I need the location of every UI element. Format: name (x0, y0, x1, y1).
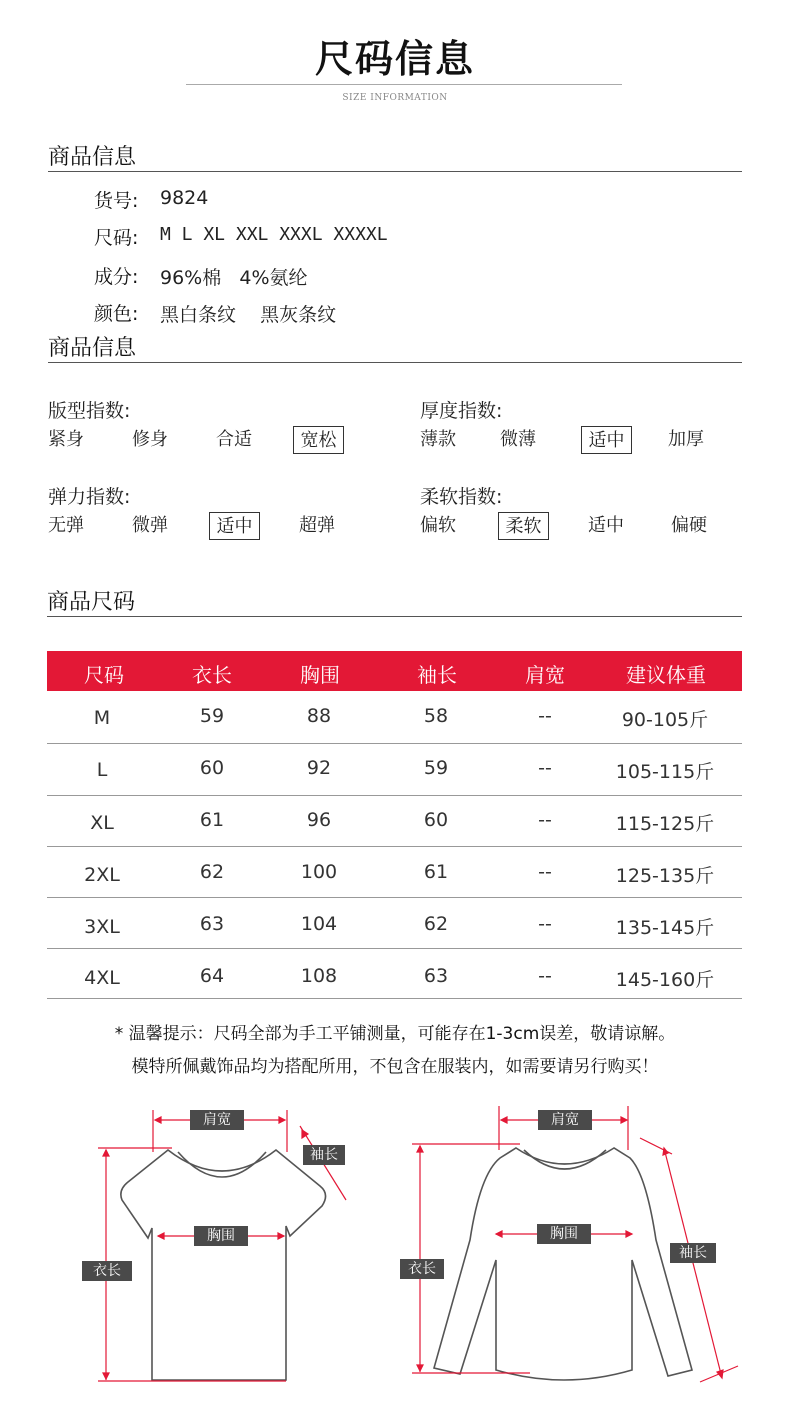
table-cell: 108 (300, 965, 338, 987)
row-divider (47, 998, 742, 999)
table-cell: 90-105斤 (621, 709, 709, 731)
accessories-note: 模特所佩戴饰品均为搭配所用，不包含在服装内，如需要请另行购买！ (131, 1057, 659, 1077)
fit-option-selected: 宽松 (293, 426, 344, 454)
stretch-option-selected: 适中 (209, 512, 260, 540)
softness-option: 偏硬 (671, 515, 707, 536)
stretch-option: 超弹 (299, 515, 335, 536)
table-cell: 60 (199, 757, 225, 779)
long-sleeve-tee-outline (434, 1148, 692, 1380)
color-label: 颜色: (94, 303, 139, 325)
table-cell: 105-115斤 (615, 761, 715, 783)
table-cell: 60 (423, 809, 449, 831)
table-cell: 96 (306, 809, 332, 831)
table-cell-size: 3XL (84, 916, 120, 938)
table-cell-size: L (96, 759, 108, 781)
page-title: 尺码信息 (314, 37, 475, 81)
table-cell: -- (538, 861, 552, 883)
product-info-heading: 商品信息 (48, 145, 137, 170)
row-divider (47, 743, 742, 744)
table-cell: 92 (306, 757, 332, 779)
fit-option: 合适 (216, 429, 252, 450)
table-cell: 63 (423, 965, 449, 987)
long-length-label: 衣长 (400, 1259, 444, 1279)
table-cell: -- (538, 757, 552, 779)
thickness-option: 薄款 (420, 429, 456, 450)
column-header: 袖长 (417, 663, 457, 687)
fit-option: 修身 (132, 429, 168, 450)
softness-option-selected: 柔软 (498, 512, 549, 540)
long-chest-label: 胸围 (537, 1224, 591, 1244)
table-cell: 61 (199, 809, 225, 831)
section-divider (47, 616, 742, 617)
table-cell: 64 (199, 965, 225, 987)
row-divider (47, 897, 742, 898)
row-divider (47, 846, 742, 847)
stretch-option: 微弹 (132, 515, 168, 536)
long-shoulder-label: 肩宽 (538, 1110, 592, 1130)
table-cell: 59 (423, 757, 449, 779)
size-table-heading: 商品尺码 (47, 590, 136, 615)
column-header: 胸围 (300, 663, 340, 687)
table-cell: 61 (423, 861, 449, 883)
table-cell: 59 (199, 705, 225, 727)
column-header: 建议体重 (626, 663, 706, 687)
sizes-label: 尺码: (94, 227, 139, 249)
table-cell: 135-145斤 (615, 917, 715, 939)
thickness-option: 微薄 (500, 429, 536, 450)
short-sleeve-label: 袖长 (303, 1145, 345, 1165)
table-cell-size: 4XL (84, 967, 120, 989)
table-cell: 63 (199, 913, 225, 935)
material-label: 成分: (94, 266, 139, 288)
table-cell: -- (538, 705, 552, 727)
indices-heading: 商品信息 (48, 336, 137, 361)
long-sleeve-label: 袖长 (670, 1243, 716, 1263)
size-disclaimer-note: * 温馨提示：尺码全部为手工平铺测量，可能存在1-3cm误差，敬请谅解。 (114, 1024, 676, 1044)
table-cell: 125-135斤 (615, 865, 715, 887)
item-number-label: 货号: (94, 190, 139, 212)
material-value: 96%棉 4%氨纶 (160, 267, 308, 289)
table-cell: 62 (199, 861, 225, 883)
short-length-label: 衣长 (82, 1261, 132, 1281)
table-cell: 104 (300, 913, 338, 935)
softness-index-label: 柔软指数: (420, 486, 503, 508)
short-chest-label: 胸围 (194, 1226, 248, 1246)
table-cell-size: M (93, 707, 111, 729)
page-subtitle: SIZE INFORMATION (342, 93, 448, 103)
table-cell: 88 (306, 705, 332, 727)
table-cell: 115-125斤 (615, 813, 715, 835)
stretch-index-label: 弹力指数: (48, 486, 131, 508)
row-divider (47, 795, 742, 796)
table-cell: -- (538, 809, 552, 831)
table-cell: 100 (300, 861, 338, 883)
table-cell: 58 (423, 705, 449, 727)
table-cell: -- (538, 965, 552, 987)
table-cell-size: 2XL (84, 864, 120, 886)
item-number-value: 9824 (160, 187, 209, 209)
thickness-index-label: 厚度指数: (420, 400, 503, 422)
fit-index-label: 版型指数: (48, 400, 131, 422)
section-divider (48, 362, 742, 363)
softness-option: 偏软 (420, 515, 456, 536)
color-value: 黑白条纹 黑灰条纹 (160, 304, 337, 326)
short-sleeve-tee-outline (121, 1150, 326, 1380)
softness-option: 适中 (588, 515, 624, 536)
table-cell-size: XL (90, 812, 114, 834)
thickness-option: 加厚 (668, 429, 704, 450)
table-cell: -- (538, 913, 552, 935)
short-shoulder-label: 肩宽 (190, 1110, 244, 1130)
title-divider (186, 84, 622, 85)
column-header: 衣长 (192, 663, 232, 687)
stretch-option: 无弹 (48, 515, 84, 536)
column-header: 尺码 (84, 663, 124, 687)
table-cell: 62 (423, 913, 449, 935)
row-divider (47, 948, 742, 949)
table-cell: 145-160斤 (615, 969, 715, 991)
column-header: 肩宽 (525, 663, 565, 687)
section-divider (48, 171, 742, 172)
thickness-option-selected: 适中 (581, 426, 632, 454)
fit-option: 紧身 (48, 429, 84, 450)
sizes-value: M L XL XXL XXXL XXXXL (160, 224, 388, 245)
